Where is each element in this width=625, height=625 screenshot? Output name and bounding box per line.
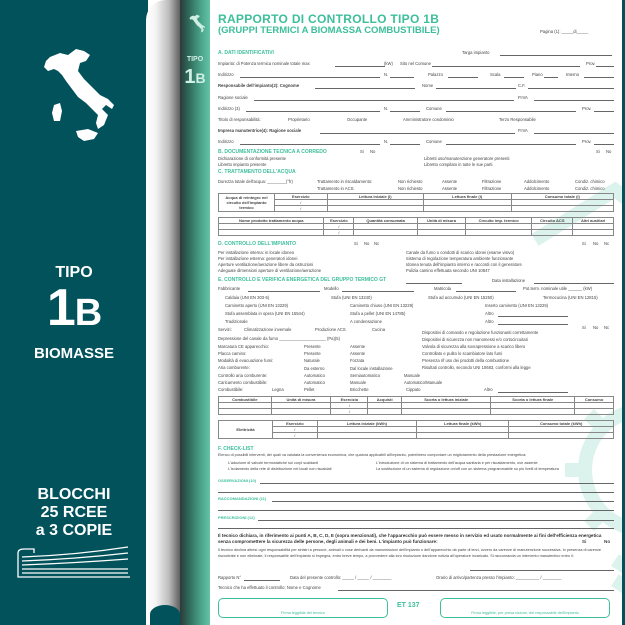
trattamento-acs-label: Trattamento in ACS: (317, 186, 355, 191)
declina-text: Il tecnico declina altresì ogni responsabilità per sinistri a persone, animali o cose derivanti da manomissioni dell'impianto o dell'apparecchio da parte di terzi, ovvero da carenze di manutenzione successiva. In presenza di carenze riscontrate e non eliminate, il responsabile dell'impianto si impegna, entro breve tempo, a provvedere alla loro risoluzione dandone notizia all'operatore incaricato. Si raccomanda un intervento manutentivo entro il: (218, 548, 602, 558)
trattamento-risc-label: Trattamento in riscaldamento: (317, 179, 373, 184)
checklist-item[interactable]: Libretti uso/manutenzione generatore presenti (424, 156, 510, 161)
fabbricante-input[interactable] (248, 291, 320, 292)
durezza-field[interactable]: Durezza totale dell'acqua: ________(°fr) (218, 179, 293, 184)
n-label: N. (384, 72, 389, 77)
checklist-intro: Elenco di possibili interventi, dei quali va valutata la convenienza economica, che qualora applicabili all'impianto, potrebbero comportare un miglioramento della prestazione energetica: (218, 453, 527, 457)
modello-input[interactable] (342, 291, 414, 292)
table-cell[interactable] (368, 409, 402, 415)
table-header: Scorta o lettura finale (491, 397, 575, 403)
n-resp-input[interactable] (390, 111, 420, 112)
table-header: Consumo totale (l) (511, 194, 613, 200)
table-header: Unità di misura (271, 397, 331, 403)
n-input[interactable] (390, 77, 414, 78)
table-header: Consumo (575, 397, 614, 403)
form-title: RAPPORTO DI CONTROLLO TIPO 1B (218, 12, 440, 26)
field-option[interactable]: Legna (272, 387, 284, 392)
checklist-item[interactable]: Dispositivi di comando e regolazione funzionanti correttamente (422, 330, 539, 335)
si-col: Si (596, 149, 600, 154)
table-header: Lettura iniziale (kWh) (317, 421, 416, 427)
table-cell[interactable] (354, 230, 418, 236)
prov-label: Prov. (582, 139, 592, 144)
type-option[interactable]: Caldaia (UNI EN 303-5) (225, 295, 270, 300)
interno-label: Interno (566, 72, 580, 77)
electricity-table (218, 420, 614, 439)
comune-input[interactable] (432, 66, 580, 67)
targa-label: Targa impianto (462, 50, 490, 55)
checklist-item[interactable]: Per installazione esterna: generatori idonei (218, 256, 298, 261)
table-header: Lettura finale (l) (423, 194, 511, 200)
checklist-item[interactable]: Controllato e pulito lo scambiatore lato fumi (422, 351, 503, 356)
field-option[interactable]: Manuale (350, 380, 367, 385)
table-cell[interactable]: / (275, 200, 328, 206)
type-option[interactable]: Tradizionale (225, 319, 248, 324)
nome-label: Nome (422, 83, 434, 88)
gt-input[interactable] (406, 283, 462, 284)
altro-input[interactable] (498, 316, 568, 317)
cover-blocks-line: a 3 COPIE (35, 522, 113, 539)
option[interactable]: Non richiesto (398, 186, 423, 191)
impresa-input[interactable] (320, 133, 515, 134)
servizi-option[interactable]: Climatizzazione invernale (244, 327, 292, 332)
field-option[interactable]: Assente (350, 351, 366, 356)
table-header: Circuito ACS (532, 218, 573, 224)
indirizzo-label: Indirizzo (218, 72, 234, 77)
altro-input[interactable] (498, 324, 568, 325)
n-impresa-input[interactable] (390, 144, 420, 145)
checklist-item[interactable]: Adeguate dimensioni aperture di ventilazione/aerazione (218, 268, 322, 273)
spine-type-code (180, 66, 210, 89)
cover-blocks-info (0, 486, 148, 540)
raccomandazioni-label: RACCOMANDAZIONI (11) (218, 496, 267, 501)
spine-type-letter: B (195, 70, 206, 86)
data-controllo-field[interactable]: Data del presente controllo: _____ / _____ / ________ (290, 575, 392, 580)
table-cell[interactable] (327, 206, 423, 212)
table-cell[interactable]: / (275, 206, 328, 212)
field-option[interactable]: Naturale (304, 358, 320, 363)
si-col: Si (582, 241, 586, 246)
field-label: Combustibile: (218, 387, 244, 392)
targa-input[interactable] (500, 55, 612, 56)
table-cell[interactable] (511, 206, 613, 212)
indirizzo-impresa-input[interactable] (240, 144, 380, 145)
matricola-input[interactable] (456, 291, 516, 292)
osservazioni-input[interactable] (260, 483, 614, 484)
option[interactable]: Addolcimento (524, 186, 550, 191)
ragione-sociale-input[interactable] (254, 100, 514, 101)
fuel-consumption-table (218, 396, 614, 415)
table-cell[interactable] (417, 230, 465, 236)
impresa-label: Impresa manutentrice(4): Ragione sociale (218, 128, 302, 133)
impresa-piva-input[interactable] (534, 133, 614, 134)
table-cell[interactable]: / (331, 403, 368, 409)
type-option[interactable]: Stufa assemblata in opera (UNI EN 15544) (225, 311, 305, 316)
field-option[interactable]: Altro (484, 387, 493, 392)
checklist-item[interactable]: Libretto compilato in tutte le sue parti (424, 162, 493, 167)
firma-responsabile-box[interactable] (440, 598, 610, 618)
italy-map-icon (186, 12, 206, 38)
titolo-option[interactable]: Proprietario (288, 117, 310, 122)
table-cell[interactable] (423, 206, 511, 212)
dichiarazione-text: Il tecnico dichiara, in riferimento ai punti A, B, C, D, E (sopra menzionati), che l'apparecchio può essere messo in servizio ed usato normalmente ai fini dell'efficienza energetica senza compromettere la sicurezza delle persone, degli animali e dei beni. L'impianto può funzionare: (218, 533, 602, 544)
table-cell[interactable]: / (324, 224, 354, 230)
table-header: Esercizio (324, 218, 354, 224)
piano-label: Piano (532, 72, 543, 77)
option[interactable]: Addolcimento (524, 179, 550, 184)
palazzo-input[interactable] (448, 77, 478, 78)
piva-label: P.IVA (518, 128, 528, 133)
prov-input[interactable] (596, 66, 614, 67)
italy-map-icon (28, 45, 118, 145)
table-header: Esercizio (273, 421, 318, 427)
table-row-label: Acqua di reintegro nel circuito dell'impianto termico (219, 194, 275, 212)
interno-input[interactable] (584, 77, 614, 78)
table-cell[interactable]: / (324, 230, 354, 236)
table-header: Combustibile (219, 397, 272, 403)
osservazioni-label: OSSERVAZIONI (10) (218, 478, 257, 483)
fabbricante-label: Fabbricante (218, 286, 241, 291)
piva-label: P.IVA (518, 95, 528, 100)
table-cell[interactable] (317, 433, 416, 439)
option[interactable]: Filtrazione (482, 179, 502, 184)
field-label: Aria comburente: (218, 365, 250, 370)
cover-blocks-line: 25 RCEE (40, 504, 108, 521)
cover (0, 0, 148, 625)
table-cell[interactable]: / (273, 433, 318, 439)
table-header: Lettura iniziale (l) (327, 194, 423, 200)
si-col: Si (360, 149, 364, 154)
raccomandazioni-input[interactable] (272, 501, 614, 502)
page-number-field[interactable]: Pagina (1): _____di_____ (540, 29, 589, 34)
type-option[interactable]: Caminetto aperto (UNI EN 13229) (225, 303, 289, 308)
si-col: Si (582, 325, 586, 330)
checklist-item[interactable]: Aperture ventilazione/aerazione libere da ostruzioni (218, 262, 314, 267)
nc-col: Nc (374, 241, 380, 246)
field-option[interactable]: Semiautomatico (350, 373, 381, 378)
tecnico-label: Tecnico che ha effettuato il controllo: Nome e Cognome (218, 585, 321, 590)
titolo-option[interactable]: Occupante (347, 117, 368, 122)
table-header: Circuito imp. termico (466, 218, 532, 224)
field-option[interactable]: Dal locale installazione (350, 366, 393, 371)
prov-label: Prov. (586, 61, 596, 66)
table-header: Esercizio (275, 194, 328, 200)
checklist-item[interactable]: L'adozione di valvole termostatiche sui corpi scaldanti (228, 461, 319, 465)
table-header: Acquisti (368, 397, 402, 403)
potenza-input[interactable] (335, 66, 385, 67)
table-cell[interactable] (466, 230, 532, 236)
no-col: No (364, 241, 370, 246)
field-option[interactable]: Presente (304, 344, 321, 349)
scala-input[interactable] (504, 77, 524, 78)
rapporto-input[interactable] (244, 580, 280, 581)
table-cell[interactable] (219, 409, 272, 415)
field-option[interactable]: Automatico (304, 373, 325, 378)
table-header: Scorta o lettura iniziale (401, 397, 490, 403)
table-header: Consumo totale (kWh) (509, 421, 614, 427)
piano-input[interactable] (544, 77, 558, 78)
option[interactable]: Non richiesto (398, 179, 423, 184)
field-label: Placca camino: (218, 351, 247, 356)
checklist-item[interactable]: Pulizia camino effettuata secondo UNI 10847 (406, 268, 490, 273)
table-header: Esercizio (331, 397, 368, 403)
table-cell[interactable] (532, 230, 573, 236)
osservazioni-input[interactable] (218, 492, 614, 493)
table-header: Lettura finale (kWh) (417, 421, 509, 427)
firma-responsabile-label: Firma leggibile, per presa visione, del responsabile dell'impianto (471, 611, 579, 615)
page-curl-bottom (150, 605, 180, 625)
type-option[interactable]: Inserto caminetto (UNI EN 13229) (485, 303, 549, 308)
checklist-item[interactable]: Valvola di sicurezza alla sovrapressione a scarico libero (422, 344, 526, 349)
table-header: Quantità consumata (354, 218, 418, 224)
matricola-label: Matricola (434, 286, 451, 291)
table-header: Nome prodotto trattamento acqua (219, 218, 324, 224)
no-col: No (606, 149, 612, 154)
titolo-option[interactable]: Amministratore condominio (403, 117, 454, 122)
checklist-item[interactable]: Libretto impianto presente (218, 162, 267, 167)
depressione-field[interactable]: Depressione del canale da fumo ____________________ (Pa)(5) (218, 336, 340, 341)
rapporto-label: Rapporto N° (218, 575, 242, 580)
no-col: No (370, 149, 376, 154)
indirizzo-input[interactable] (240, 77, 380, 78)
inner-spine (180, 0, 210, 625)
field-option[interactable]: Forzata (350, 358, 365, 363)
table-cell[interactable]: / (273, 427, 318, 433)
data-installazione-label: Data installazione (492, 278, 526, 283)
nc-col: Nc (604, 325, 610, 330)
intervento-entro-input[interactable] (470, 570, 614, 571)
funziona-si[interactable]: Si (582, 539, 587, 544)
field-option[interactable]: Pellet (304, 387, 315, 392)
cover-tipo-label: TIPO (55, 264, 93, 281)
n-label: N. (384, 139, 389, 144)
kw-label: (kW) (384, 61, 393, 66)
servizi-label: Servizi: (218, 327, 232, 332)
field-label: Marcatura CE apparecchio: (218, 344, 269, 349)
section-e-heading: E. CONTROLLO E VERIFICA ENERGETICA DEL GRUPPO TERMICO GT (218, 277, 387, 283)
cf-input[interactable] (528, 88, 614, 89)
cognome-input[interactable] (315, 88, 415, 89)
data-installazione-input[interactable] (534, 283, 614, 284)
table-cell[interactable] (271, 409, 331, 415)
field-option[interactable]: Presente (304, 351, 321, 356)
form-subtitle: (GRUPPI TERMICI A BIOMASSA COMBUSTIBILE) (218, 25, 440, 36)
firma-tecnico-box[interactable] (218, 598, 388, 618)
checklist-item[interactable]: Sistema di regolazione temperatura ambiente funzionante (406, 256, 514, 261)
table-cell[interactable] (575, 409, 614, 415)
no-col: No (593, 241, 599, 246)
indirizzo-impresa-label: Indirizzo (218, 139, 234, 144)
water-treatment-table (218, 217, 614, 236)
type-option[interactable]: Termocucina (UNI EN 12815) (543, 295, 598, 300)
firma-tecnico-label: Firma leggibile del tecnico (281, 611, 325, 615)
palazzo-label: Palazzo (428, 72, 443, 77)
type-option[interactable]: A condensazione (350, 319, 382, 324)
spine-tipo-label: TIPO (186, 56, 204, 63)
checklist-item[interactable]: Dichiarazione di conformità presente (218, 156, 286, 161)
no-col: No (593, 325, 599, 330)
option[interactable]: Condiz. chimico (575, 179, 605, 184)
section-f-heading: F. CHECK-LIST (218, 446, 254, 452)
type-option[interactable]: Stufa (UNI EN 13240) (331, 295, 372, 300)
piva-input[interactable] (534, 100, 614, 101)
responsabile-label: Responsabile dell'impianto(2): Cognome (218, 83, 300, 88)
indirizzo-resp-label: Indirizzo (3) (218, 106, 240, 111)
comune-label: Comune (426, 139, 442, 144)
prescrizioni-input[interactable] (258, 520, 614, 521)
modello-label: Modello (324, 286, 339, 291)
checklist-item[interactable]: Dispositivi di sicurezza non manomessi e/o cortocircuitati (422, 337, 528, 342)
funziona-no[interactable]: No (604, 539, 611, 544)
form-page (210, 0, 625, 625)
impianto-label: Impianto: di Potenza termica nominale totale max (218, 61, 310, 66)
cover-category: BIOMASSE (33, 345, 114, 362)
prov-label: Prov. (582, 106, 592, 111)
prescrizioni-label: PRESCRIZIONI (12) (218, 515, 255, 520)
option[interactable]: Filtrazione (482, 186, 502, 191)
section-c-heading: C. TRATTAMENTO DELL'ACQUA (218, 169, 296, 175)
prov-resp-input[interactable] (594, 111, 614, 112)
potenza-utile-field[interactable]: Pot.term. nominale utile ______ (kW) (523, 286, 593, 291)
type-option[interactable]: Altro (485, 311, 494, 316)
field-option[interactable]: Assente (350, 344, 366, 349)
checklist-item[interactable]: Risultati controllo, secondo UNI 10683, conformi alla legge (422, 365, 531, 370)
table-header: Unità di misura (417, 218, 465, 224)
ragione-sociale-label: Ragione sociale (218, 95, 248, 100)
table-cell[interactable] (401, 409, 490, 415)
table-header: Altri ausiliari (573, 218, 614, 224)
field-option[interactable]: Bricchette (350, 387, 369, 392)
table-cell[interactable] (417, 433, 509, 439)
si-col: Si (354, 241, 358, 246)
field-label: Modalità di evacuazione fumi: (218, 358, 274, 363)
raccomandazioni-input[interactable] (218, 510, 614, 511)
section-d-heading: D. CONTROLLO DELL'IMPIANTO (218, 241, 297, 247)
sito-label: Sito nel Comune (400, 61, 431, 66)
table-cell[interactable]: / (331, 409, 368, 415)
cover-type-code (0, 279, 148, 339)
type-option[interactable]: Stufa ad accumulo (UNI EN 15250) (428, 295, 494, 300)
option[interactable]: Condiz. chimico (575, 186, 605, 191)
checklist-item[interactable]: L'isolamento della rete di distribuzione nei locali non riscaldati (228, 467, 332, 471)
altro-input[interactable] (498, 392, 568, 393)
prov-impresa-input[interactable] (594, 144, 614, 145)
form-code: ET 137 (397, 602, 420, 609)
field-option[interactable]: Automatico/Manuale (404, 380, 443, 385)
checklist-item[interactable]: Idonea tenuta dell'impianto interno e raccordi con il generatore (406, 262, 522, 267)
checklist-item[interactable]: Canale da fumo o condotti di scarico idonei (esame visivo) (406, 250, 515, 255)
table-cell[interactable] (491, 409, 575, 415)
titolo-option[interactable]: Terzo Responsabile (499, 117, 536, 122)
cover-type-number: 1 (46, 279, 75, 337)
field-option[interactable]: Automatico (304, 380, 325, 385)
page-curl (146, 0, 184, 625)
type-option[interactable]: Altro (485, 319, 494, 324)
nome-input[interactable] (436, 88, 516, 89)
checklist-item[interactable]: L'introduzione di un sistema di trattamento dell'acqua sanitaria e per riscaldamento, ove assente (376, 461, 538, 465)
section-a-heading: A. DATI IDENTIFICATIVI (218, 50, 274, 56)
comune-resp-input[interactable] (446, 111, 576, 112)
titolo-label: Titolo di responsabilità: (218, 117, 261, 122)
cover-blocks-line: BLOCCHI (37, 486, 111, 503)
nc-col: Nc (604, 241, 610, 246)
table-cell[interactable] (219, 230, 324, 236)
comune-label: Comune (426, 106, 442, 111)
prescrizioni-input[interactable] (218, 528, 614, 529)
tecnico-input[interactable] (338, 590, 614, 591)
table-cell[interactable] (509, 433, 614, 439)
option[interactable]: Assente (442, 186, 458, 191)
checklist-item[interactable]: Presenza rif uso dei prodotti della combustione (422, 358, 510, 363)
n-label: N. (384, 106, 389, 111)
table-row-label: Elettricità (219, 421, 273, 439)
checklist-item[interactable]: La sostituzione di un sistema di regolazione on/off con un sistema programmabile su più livelli di temperatura (376, 467, 559, 471)
type-option[interactable]: Stufa a pellet (UNI EN 14785) (350, 311, 406, 316)
servizi-option[interactable]: Produzione ACS (315, 327, 346, 332)
field-label: Controllo aria comburente: (218, 373, 268, 378)
type-option[interactable]: Caminetto chiuso (UNI EN 13229) (350, 303, 414, 308)
field-option[interactable]: Cippato (406, 387, 421, 392)
field-option[interactable]: Da esterno (304, 366, 325, 371)
indirizzo-resp-input[interactable] (246, 111, 380, 112)
field-option[interactable]: Manuale (404, 373, 421, 378)
paper-stack-icon (16, 545, 132, 581)
servizi-option[interactable]: Cucina (372, 327, 386, 332)
cf-label: C.F. (518, 83, 526, 88)
cover-type-letter: B (74, 292, 102, 334)
scala-label: Scala (490, 72, 501, 77)
spine-type-number: 1 (184, 66, 196, 88)
checklist-item[interactable]: Per installazione interna: in locale idoneo (218, 250, 295, 255)
water-reintegration-table (218, 193, 614, 212)
table-cell[interactable] (573, 230, 614, 236)
comune-impresa-input[interactable] (446, 144, 576, 145)
field-label: Caricamento combustibile: (218, 380, 268, 385)
section-b-heading: B. DOCUMENTAZIONE TECNICA A CORREDO (218, 149, 327, 155)
orario-field[interactable]: Orario di arrivo/partenza presso l'impianto: __________ / ________ (436, 575, 562, 580)
option[interactable]: Assente (442, 179, 458, 184)
